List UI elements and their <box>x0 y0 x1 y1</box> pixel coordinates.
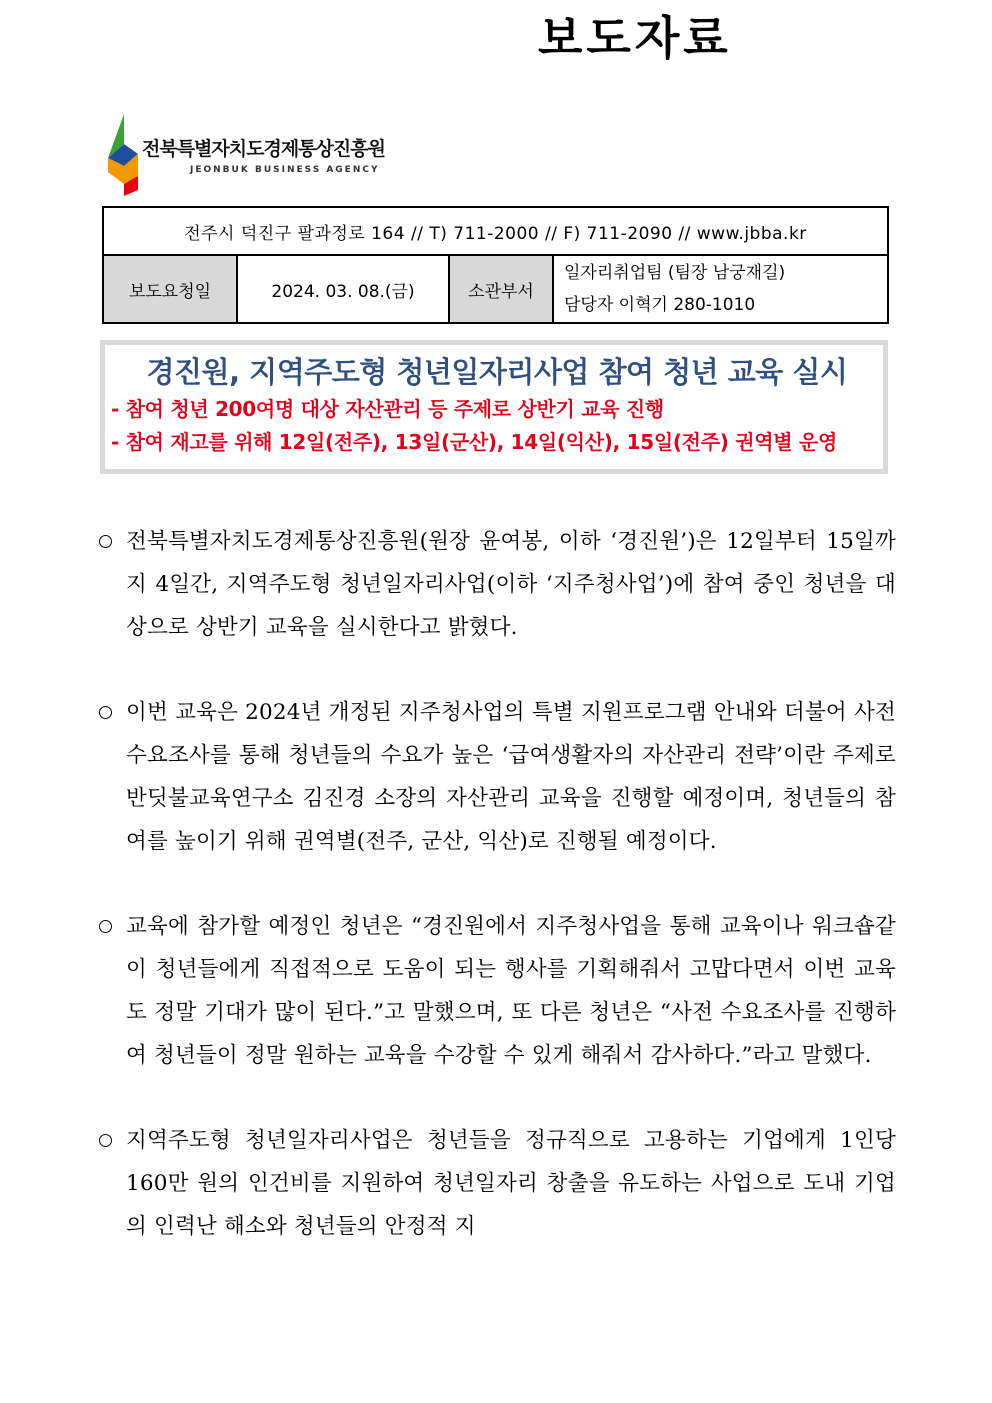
headline-title: 경진원, 지역주도형 청년일자리사업 참여 청년 교육 실시 <box>146 355 848 389</box>
department-label: 소관부서 <box>449 255 553 323</box>
document-title: 보도자료 <box>538 11 732 65</box>
department-team: 일자리취업팀 (팀장 남궁재길) <box>564 263 786 283</box>
agency-logo-name: 전북특별자치도경제통상진흥원 <box>142 138 385 160</box>
agency-logo-mark-icon <box>106 114 140 196</box>
circle-bullet-icon <box>99 1134 112 1147</box>
circle-bullet-icon <box>99 920 112 933</box>
press-release-body <box>96 520 896 1290</box>
request-date-label: 보도요청일 <box>103 255 237 323</box>
headline-box <box>100 340 888 474</box>
press-info-table <box>102 206 889 324</box>
headline-subtitle-1: - 참여 청년 200여명 대상 자산관리 등 주제로 상반기 교육 진행 <box>111 397 664 421</box>
body-paragraph: 전북특별자치도경제통상진흥원(원장 윤여봉, 이하 ‘경진원’)은 12일부터 15일까지 4일간, 지역주도형 청년일자리사업(이하 ‘지주청사업’)에 참여 중인 청년을 대상으로 상반기 교육을 실시한다고 밝혔다. <box>96 520 896 649</box>
body-paragraph: 교육에 참가할 예정인 청년은 “경진원에서 지주청사업을 통해 교육이나 워크숍같이 청년들에게 직접적으로 도움이 되는 행사를 기획해줘서 고맙다면서 이번 교육도 정말 기대가 많이 된다.”고 말했으며, 또 다른 청년은 “사전 수요조사를 진행하여 청년들이 정말 원하는 교육을 수강할 수 있게 해줘서 감사하다.”라고 말했다. <box>96 905 896 1077</box>
contact-address: 전주시 덕진구 팔과정로 164 // T) 711-2000 // F) 711-2090 // www.jbba.kr <box>103 207 888 255</box>
body-paragraph: 지역주도형 청년일자리사업은 청년들을 정규직으로 고용하는 기업에게 1인당 160만 원의 인건비를 지원하여 청년일자리 창출을 유도하는 사업으로 도내 기업의 인력난 해소와 청년들의 안정적 지 <box>96 1119 896 1248</box>
circle-bullet-icon <box>99 706 112 719</box>
request-date-value: 2024. 03. 08.(금) <box>237 255 449 323</box>
agency-logo <box>106 114 406 198</box>
body-paragraph: 이번 교육은 2024년 개정된 지주청사업의 특별 지원프로그램 안내와 더불어 사전 수요조사를 통해 청년들의 수요가 높은 ‘급여생활자의 자산관리 전략’이란 주제로 반딧불교육연구소 김진경 소장의 자산관리 교육을 진행할 예정이며, 청년들의 참여를 높이기 위해 권역별(전주, 군산, 익산)로 진행될 예정이다. <box>96 691 896 863</box>
circle-bullet-icon <box>99 535 112 548</box>
department-info <box>553 255 888 323</box>
headline-subtitle-2: - 참여 재고를 위해 12일(전주), 13일(군산), 14일(익산), 15일(전주) 권역별 운영 <box>111 430 837 454</box>
agency-logo-subtitle: JEONBUK BUSINESS AGENCY <box>190 165 380 175</box>
department-contact: 담당자 이혁기 280-1010 <box>564 295 756 315</box>
